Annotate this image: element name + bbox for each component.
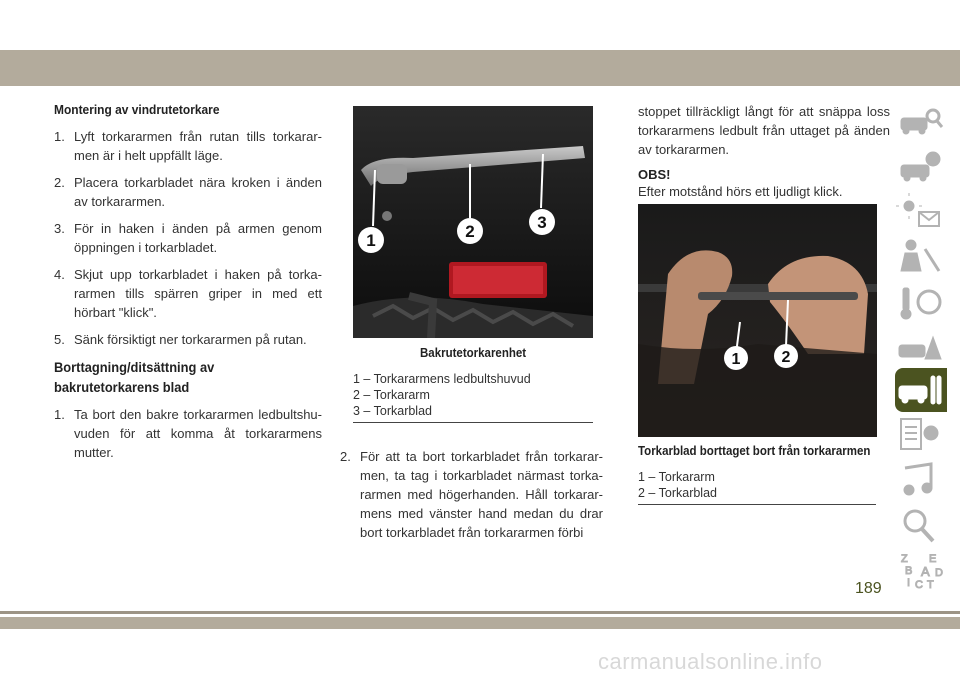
column-left bbox=[54, 102, 322, 470]
step-number: 4. bbox=[54, 267, 65, 282]
step-text: Lyft torkararmen från rutan tills torkarar-men är i helt uppfällt läge. bbox=[74, 129, 322, 163]
step-text: För att ta bort torkarbladet från torkarar-men, ta tag i torkarbladet närmast torka-rarmen med högerhanden. Håll torkarar-mens med vänster hand medan du drar bort torkarbladet från torkararmen förbi bbox=[360, 449, 603, 540]
figure1-legend-1: 1 – Torkararmens ledbultshuvud bbox=[353, 372, 531, 386]
step-number: 1. bbox=[54, 129, 65, 144]
continued-text: stoppet tillräckligt långt för att snäppa loss torkararmens ledbult från uttaget på änden av torkararmen. bbox=[638, 104, 890, 157]
column-middle bbox=[340, 447, 603, 550]
svg-text:E: E bbox=[929, 553, 937, 565]
callout-3: 3 bbox=[537, 213, 547, 232]
bottom-band bbox=[0, 617, 960, 629]
svg-text:T: T bbox=[927, 579, 934, 591]
svg-text:A: A bbox=[921, 564, 930, 579]
multimedia-music-icon bbox=[895, 458, 947, 502]
removal-heading bbox=[54, 357, 301, 397]
callout-2: 2 bbox=[465, 222, 475, 241]
step-number: 3. bbox=[54, 221, 65, 236]
car-info-icon bbox=[895, 145, 947, 189]
chapter-tab-search[interactable] bbox=[895, 503, 947, 547]
figure1-legend-2: 2 – Torkararm bbox=[353, 388, 430, 402]
chapter-tab-specifications-gear[interactable] bbox=[895, 413, 947, 457]
step-text: Sänk försiktigt ner torkararmen på rutan. bbox=[74, 332, 307, 347]
column-right bbox=[638, 102, 890, 209]
figure2-rule bbox=[638, 504, 876, 505]
step-number: 1. bbox=[54, 407, 65, 422]
callout-1: 1 bbox=[366, 231, 376, 250]
svg-text:B: B bbox=[905, 565, 913, 577]
figure2-legend-2: 2 – Torkarblad bbox=[638, 486, 717, 500]
figure1-rule bbox=[353, 422, 593, 423]
car-emergency-icon bbox=[895, 325, 947, 369]
callout-2: 2 bbox=[781, 349, 791, 366]
chapter-tab-alphabetical-index[interactable] bbox=[895, 548, 947, 592]
bottom-band-line bbox=[0, 611, 960, 614]
airbag-seatbelt-icon bbox=[895, 235, 947, 279]
note-text: Efter motstånd hörs ett ljudligt klick. bbox=[638, 184, 843, 199]
mount-step bbox=[54, 330, 322, 349]
svg-text:I: I bbox=[907, 577, 911, 589]
watermark: carmanualsonline.info bbox=[598, 649, 823, 674]
top-band bbox=[0, 50, 960, 86]
step-text: Placera torkarbladet nära kroken i änden av torkararmen. bbox=[74, 175, 322, 209]
mount-step bbox=[54, 219, 322, 257]
search-icon bbox=[895, 503, 947, 547]
removal-heading-text: Borttagning/ditsättning av bakrutetorkarens blad bbox=[54, 359, 215, 395]
chapter-tab-steering-key[interactable] bbox=[895, 280, 947, 324]
chapter-tab-car-search[interactable] bbox=[895, 100, 947, 144]
specifications-gear-icon bbox=[895, 413, 947, 457]
mount-steps-list bbox=[54, 127, 322, 349]
page-number: 189 bbox=[855, 580, 882, 597]
warning-lights-message-icon bbox=[895, 190, 947, 234]
step-number: 2. bbox=[340, 449, 351, 464]
svg-text:D: D bbox=[935, 567, 943, 579]
figure2-legend-1: 1 – Torkararm bbox=[638, 470, 715, 484]
step-number: 2. bbox=[54, 175, 65, 190]
chapter-tab-airbag-seatbelt[interactable] bbox=[895, 235, 947, 279]
step-text: För in haken i änden på armen genom öppningen i torkarbladet. bbox=[74, 221, 322, 255]
top-band-line bbox=[0, 86, 960, 88]
chapter-tab-multimedia-music[interactable] bbox=[895, 458, 947, 502]
step-text: Ta bort den bakre torkararmen ledbultshu-vuden för att komma åt torkararmens mutter. bbox=[74, 407, 322, 460]
figure1-legend-3: 3 – Torkarblad bbox=[353, 404, 432, 418]
chapter-tab-car-emergency[interactable] bbox=[895, 325, 947, 369]
section-heading: Montering av vindrutetorkare bbox=[54, 102, 220, 117]
mount-step bbox=[54, 173, 322, 211]
car-search-icon bbox=[895, 100, 947, 144]
note-label: OBS! bbox=[638, 167, 671, 182]
figure2-title: Torkarblad borttaget bort från torkararmen bbox=[638, 444, 871, 458]
mount-step bbox=[54, 127, 322, 165]
mount-step bbox=[54, 265, 322, 322]
steering-key-icon bbox=[895, 280, 947, 324]
svg-text:Z: Z bbox=[901, 553, 908, 565]
chapter-tab-car-service-tools[interactable] bbox=[895, 368, 947, 412]
chapter-tab-car-info[interactable] bbox=[895, 145, 947, 189]
rear-wiper-photo bbox=[353, 106, 593, 338]
removal-step bbox=[54, 405, 322, 462]
blade-removal-photo bbox=[638, 204, 877, 437]
figure-blade-removed bbox=[638, 204, 877, 437]
step-number: 5. bbox=[54, 332, 65, 347]
removal-step bbox=[340, 447, 603, 542]
callout-1: 1 bbox=[731, 351, 741, 368]
svg-text:C: C bbox=[915, 579, 923, 591]
chapter-tab-warning-lights-message[interactable] bbox=[895, 190, 947, 234]
alphabetical-index-icon bbox=[895, 548, 947, 592]
step-text: Skjut upp torkarbladet i haken på torka-rarmen tills spärren griper in med ett hörbart "klick". bbox=[74, 267, 322, 320]
car-service-tools-icon bbox=[895, 368, 947, 412]
figure1-title: Bakrutetorkarenhet bbox=[420, 346, 527, 360]
figure-rear-wiper-assembly bbox=[353, 106, 593, 338]
